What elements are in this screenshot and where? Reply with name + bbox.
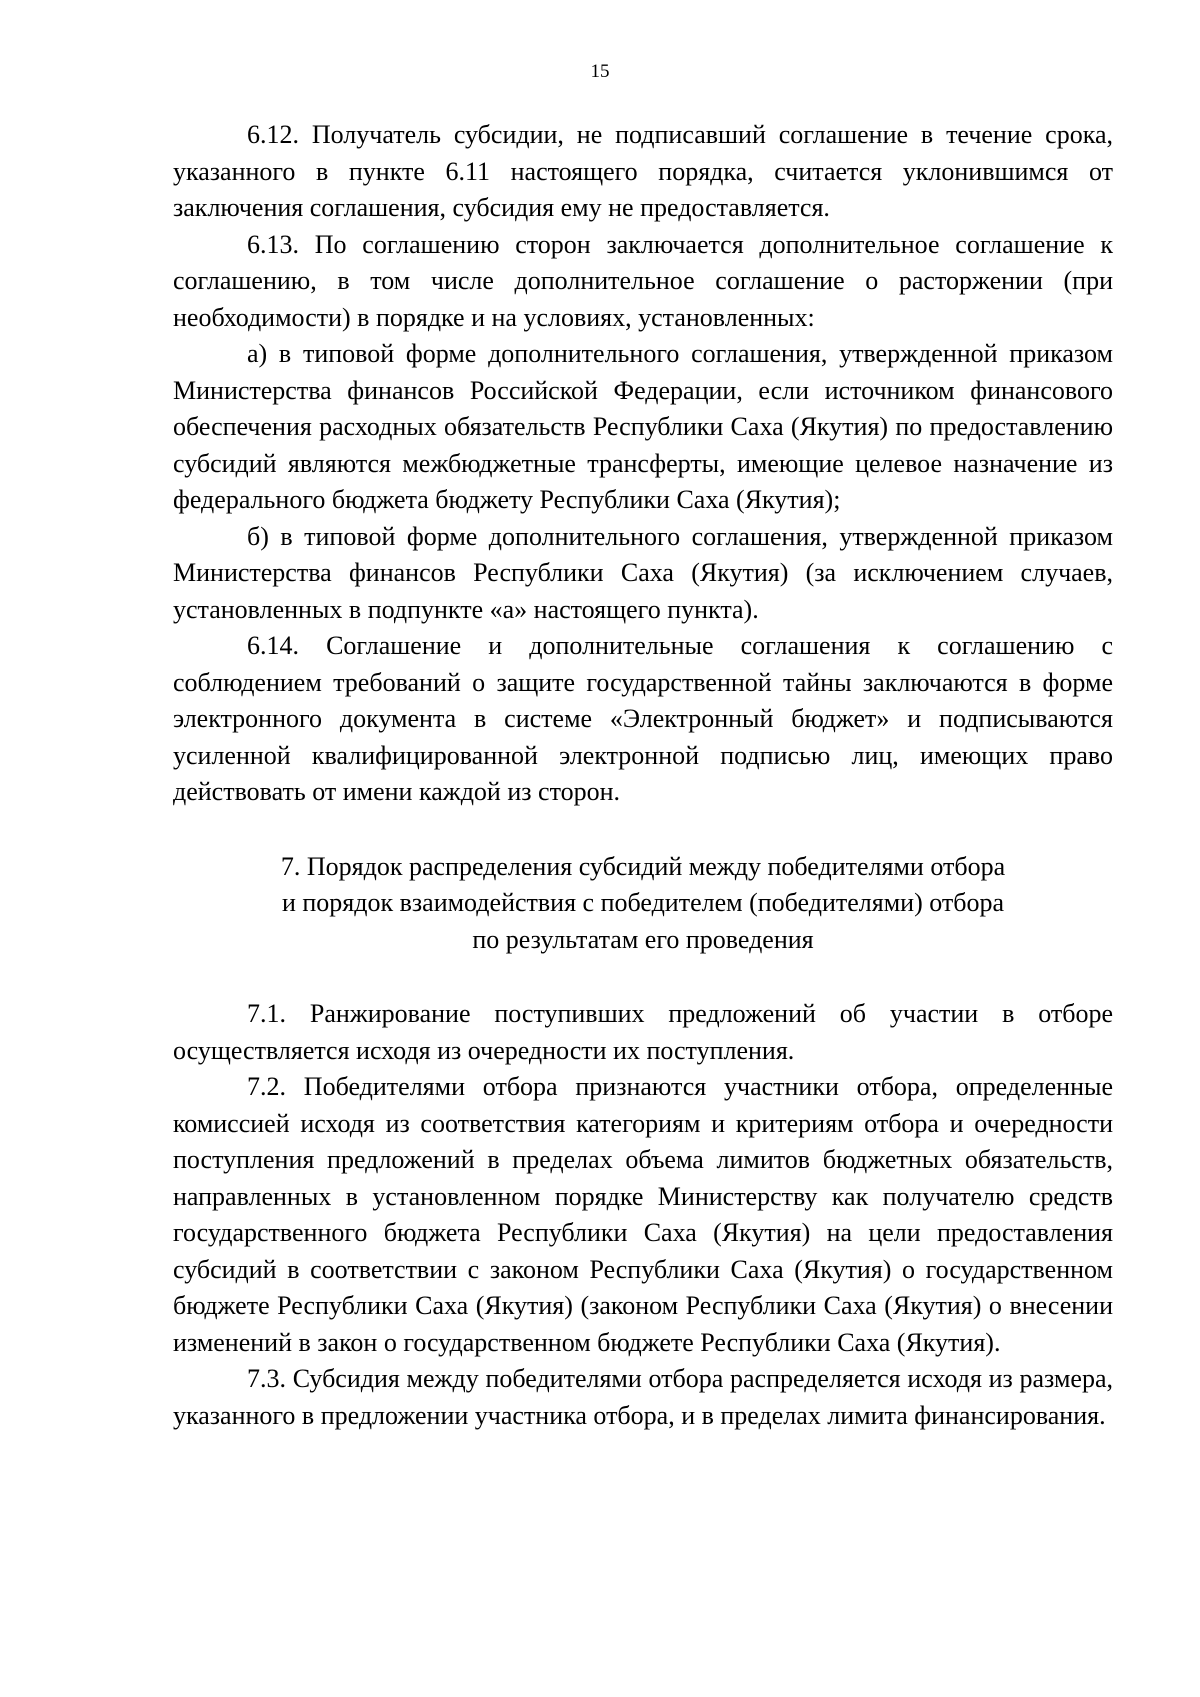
paragraph-7-1: 7.1. Ранжирование поступивших предложений об участии в отборе осуществляется исходя из очередности их поступления. [173, 999, 1113, 1065]
section-7-title [173, 849, 1113, 959]
paragraph-7-3: 7.3. Субсидия между победителями отбора распределяется исходя из размера, указанного в предложении участника отбора, и в пределах лимита финансирования. [173, 1364, 1113, 1430]
paragraph-6-13-a: а) в типовой форме дополнительного соглашения, утвержденной приказом Министерства финансов Российской Федерации, если источником финансового обеспечения расходных обязательств Республики Саха (Якутия) по предоставлению субсидий являются межбюджетные трансферты, имеющие целевое назначение из федерального бюджета бюджету Республики Саха (Якутия); [173, 339, 1113, 514]
paragraph-6-12: 6.12. Получатель субсидии, не подписавший соглашение в течение срока, указанного в пункте 6.11 настоящего порядка, считается уклонившимся от заключения соглашения, субсидия ему не предоставляется. [173, 120, 1113, 222]
section-title-line: по результатам его проведения [472, 924, 814, 954]
paragraph-6-13-b: б) в типовой форме дополнительного соглашения, утвержденной приказом Министерства финансов Республики Саха (Якутия) (за исключением случаев, установленных в подпункте «а» настоящего пункта). [173, 521, 1113, 624]
paragraph-7-2: 7.2. Победителями отбора признаются участники отбора, определенные комиссией исходя из соответствия категориям и критериям отбора и очередности поступления предложений в пределах объема лимитов бюджетных обязательств, направленных в установленном порядке Министерству как получателю средств государственного бюджета Республики Саха (Якутия) на цели предоставления субсидий в соответствии с законом Республики Саха (Якутия) о государственном бюджете Республики Саха (Якутия) (законом Республики Саха (Якутия) о внесении изменений в закон о государственном бюджете Республики Саха (Якутия). [173, 1072, 1113, 1357]
document-body [173, 117, 1113, 1434]
paragraph-6-13: 6.13. По соглашению сторон заключается дополнительное соглашение к соглашению, в том числе дополнительное соглашение о расторжении (при необходимости) в порядке и на условиях, установленных: [173, 229, 1113, 332]
paragraph-6-14: 6.14. Соглашение и дополнительные соглашения к соглашению с соблюдением требований о защите государственной тайны заключаются в форме электронного документа в системе «Электронный бюджет» и подписываются усиленной квалифицированной электронной подписью лиц, имеющих право действовать от имени каждой из сторон. [173, 631, 1113, 806]
page-number: 15 [590, 61, 610, 82]
section-title-line: и порядок взаимодействия с победителем (победителями) отбора [281, 888, 1005, 917]
section-title-line: 7. Порядок распределения субсидий между победителями отбора [280, 851, 1006, 881]
